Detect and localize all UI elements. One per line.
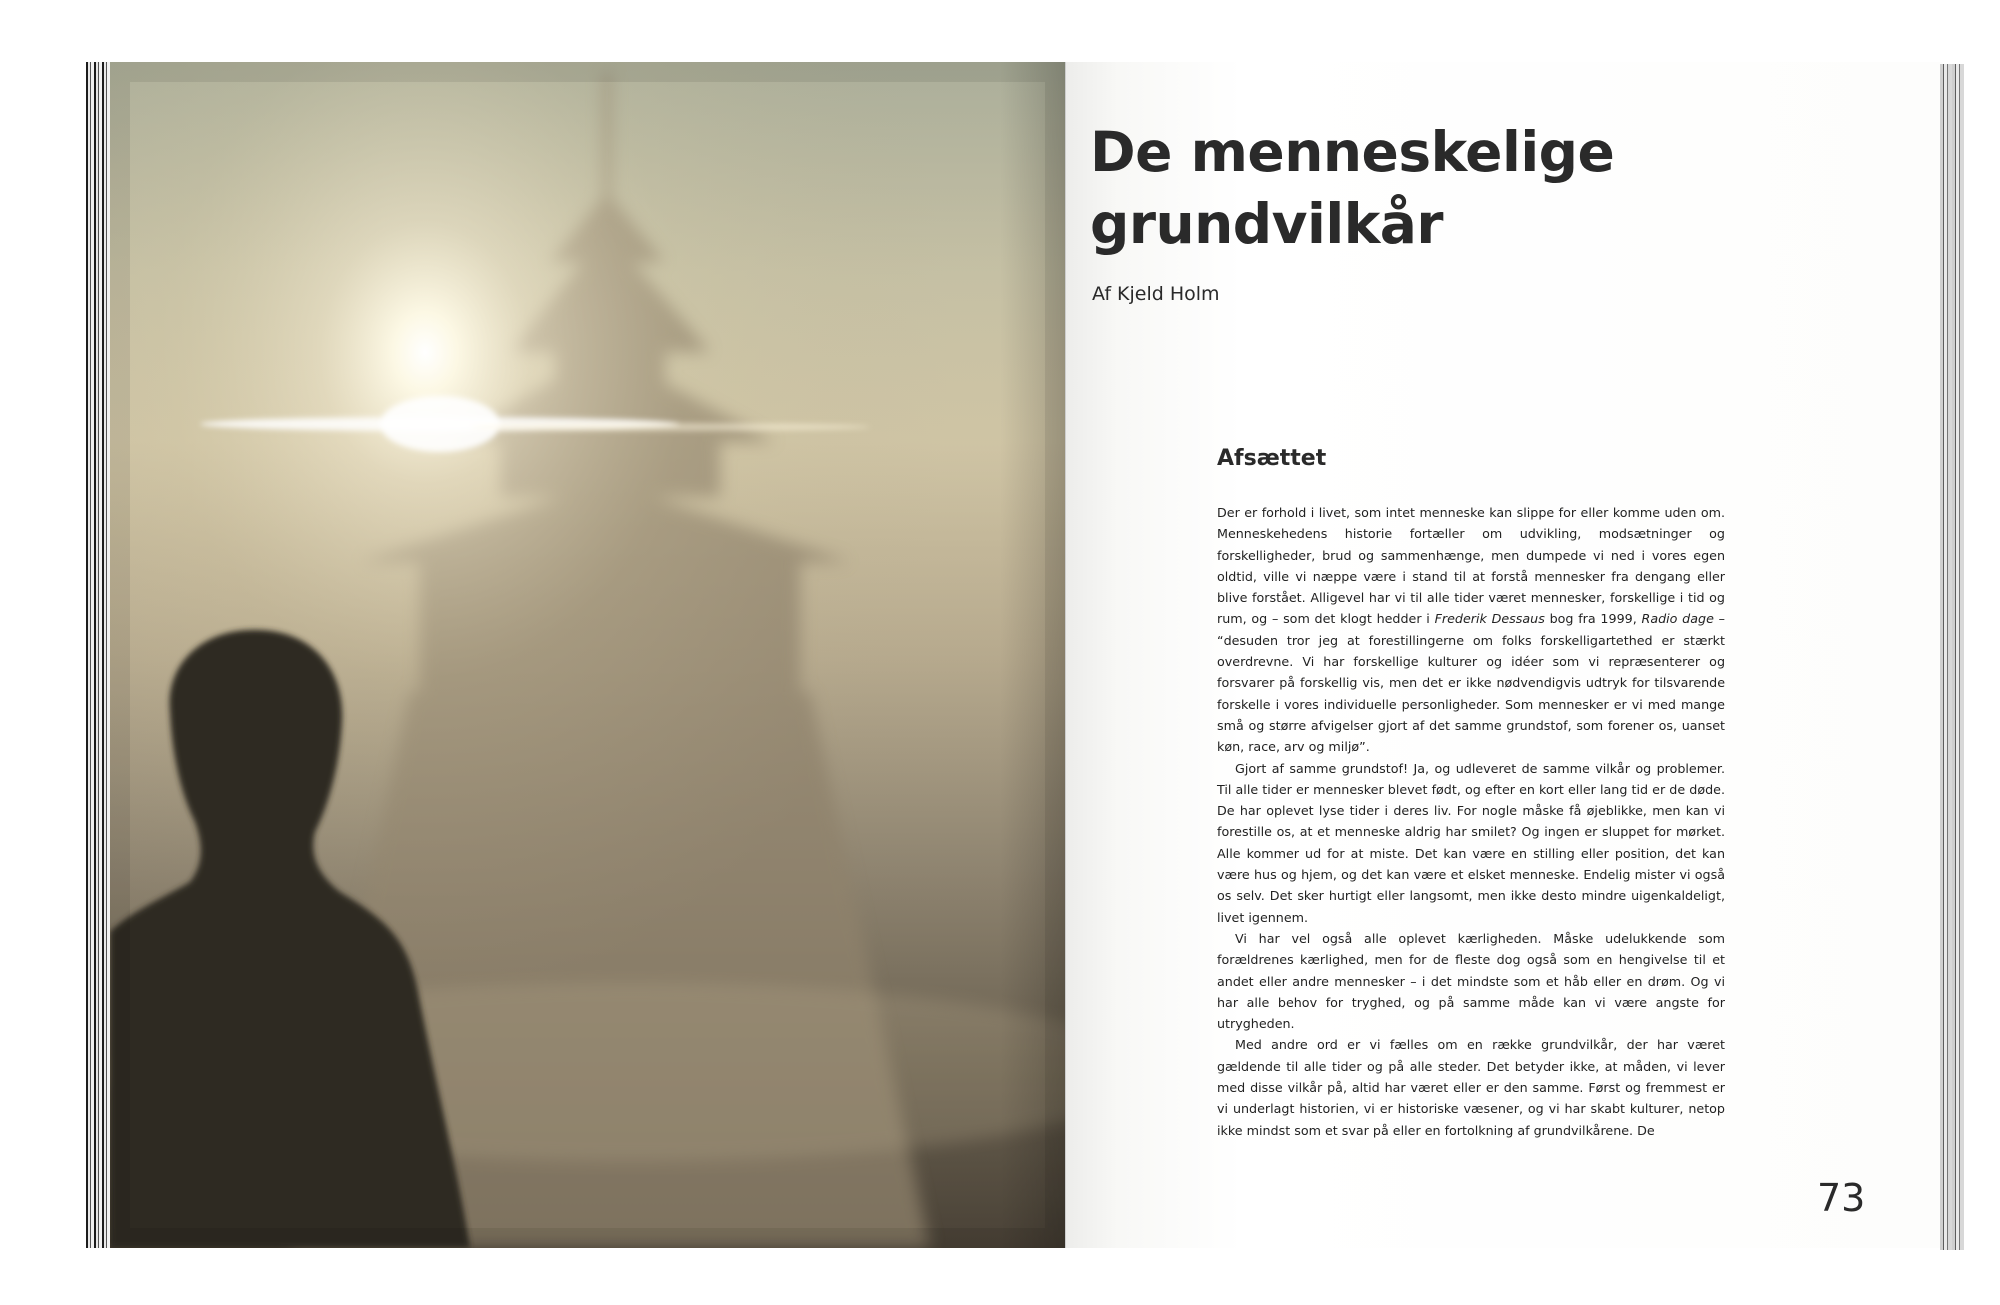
- photograph-silhouette-pagoda: [110, 62, 1065, 1248]
- left-page-edges: [86, 62, 112, 1248]
- paragraph-1: Der er forhold i livet, som intet menneske kan slippe for eller komme uden om. Menneskehedens historie fortæller om udvikling, modsætninger og forskelligheder, brud og sammenhænge, men dumpede vi ned i vores egen oldtid, ville vi næppe være i stand til at forstå mennesker fra dengang eller blive forstået. Alligevel har vi til alle tider været mennesker, forskellige i tid og rum, og – som det klogt hedder i Frederik Dessaus bog fra 1999, Radio dage – “desuden tror jeg at forestillingerne om folks forskelligartethed er stærkt overdrevne. Vi har forskellige kulturer og idéer som vi repræsenterer og forsvarer på forskellig vis, men det er ikke nødvendigvis udtryk for tilsvarende forskelle i vores individuelle personligheder. Som mennesker er vi med mange små og større afvigelser gjort af det samme grundstof, som forener os, uanset køn, race, arv og miljø”.: [1217, 505, 1725, 755]
- title-line-2: grundvilkår: [1090, 192, 1444, 256]
- page-title: [1090, 116, 1614, 260]
- right-page-edges: [1940, 64, 1964, 1250]
- body-text: [1217, 502, 1725, 1141]
- paragraph-3: Vi har vel også alle oplevet kærligheden. Måske udelukkende som forældrenes kærlighed, men for de fleste dog også som en hengivelse til et andet eller andre mennesker – i det mindste som et håb eller en drøm. Og vi har alle behov for tryghed, og på samme måde kan vi være angste for utrygheden.: [1217, 930, 1725, 1032]
- author-byline: Af Kjeld Holm: [1092, 283, 1220, 305]
- section-heading: Afsættet: [1217, 446, 1327, 471]
- paragraph-2: Gjort af samme grundstof! Ja, og udleveret de samme vilkår og problemer. Til alle tider er mennesker blevet født, og efter en kort eller lang tid er de døde. De har oplevet lyse tider i deres liv. For nogle måske få øjeblikke, men kan vi forestille os, at et menneske aldrig har smilet? Og ingen er sluppet for mørket. Alle kommer ud for at miste. Det kan være en stilling eller position, det kan være hus og hjem, og det kan være et elsket menneske. Endelig mister vi også os selv. Det sker hurtigt eller langsomt, men ikke desto mindre uigenkaldeligt, livet igennem.: [1217, 760, 1725, 925]
- paragraph-4: Med andre ord er vi fælles om en række grundvilkår, der har været gældende til alle tider og på alle steder. Det betyder ikke, at måden, vi lever med disse vilkår på, altid har været eller er den samme. Først og fremmest er vi underlagt historien, vi er historiske væsener, og vi har skabt kulturer, netop ikke mindst som et svar på eller en fortolkning af grundvilkårene. De: [1217, 1037, 1725, 1138]
- photo-illustration: [110, 62, 1065, 1248]
- italic-book-title: Radio dage: [1641, 611, 1714, 627]
- title-line-1: De menneskelige: [1090, 120, 1615, 184]
- page-number: 73: [1817, 1176, 1866, 1220]
- italic-author-name: Frederik Dessaus: [1434, 611, 1545, 627]
